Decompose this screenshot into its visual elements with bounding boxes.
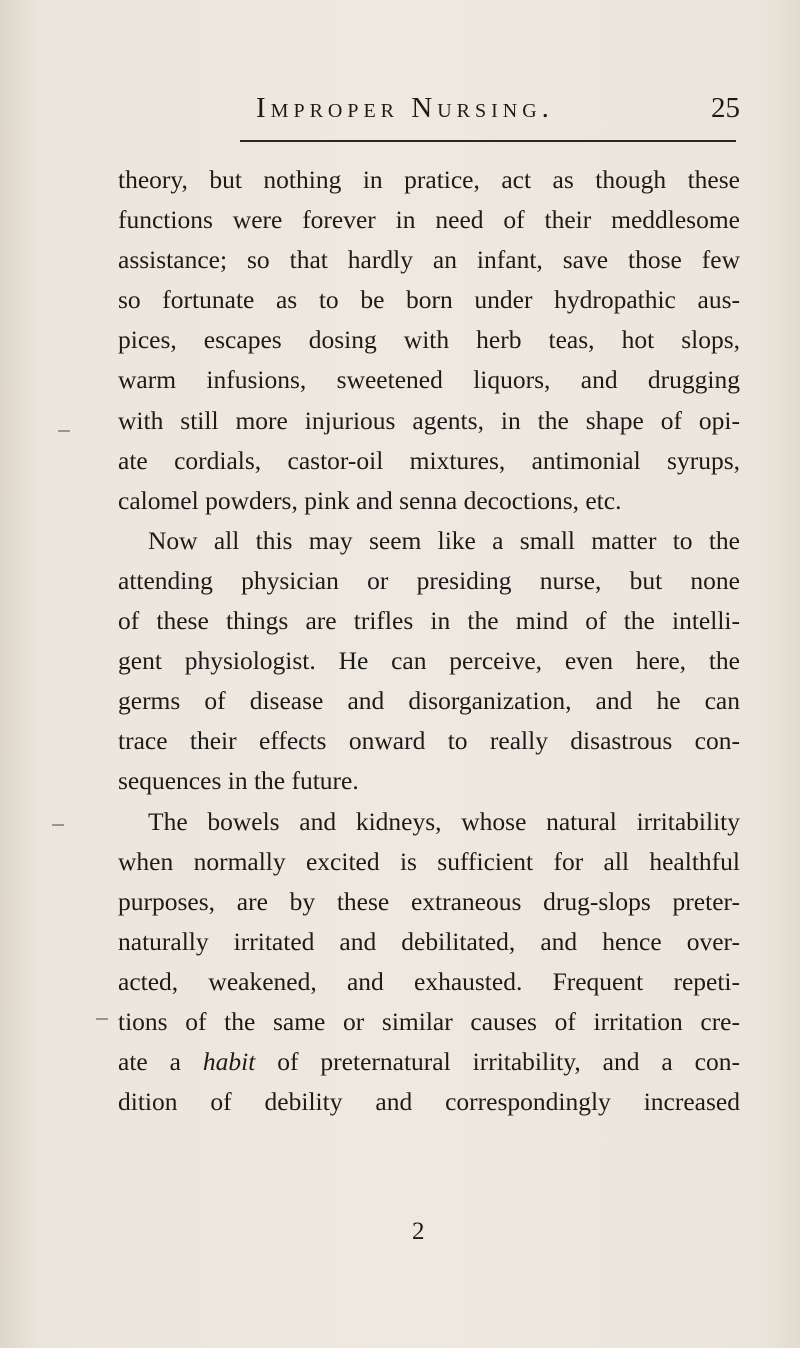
text-line: tions of the same or similar causes of irritation cre- [118, 1006, 740, 1036]
text-line: acted, weakened, and exhausted. Frequent repeti- [118, 966, 740, 996]
margin-mark [52, 824, 64, 826]
text-line: theory, but nothing in pratice, act as though these [118, 165, 740, 194]
text-line: dition of debility and correspondingly increased [118, 1087, 740, 1117]
text-line: assistance; so that hardly an infant, save those few [118, 245, 740, 275]
text-line: sequences in the future. [118, 766, 359, 796]
text-line: Now all this may seem like a small matter to the [148, 525, 740, 555]
page-number: 25 [711, 92, 740, 124]
text-line: naturally irritated and debilitated, and hence over- [118, 926, 740, 956]
text-line: functions were forever in need of their meddlesome [118, 205, 740, 235]
text-line: germs of disease and disorganization, and he can [118, 686, 740, 716]
text-fragment: ate a [118, 1047, 203, 1077]
text-line: The bowels and kidneys, whose natural irritability [148, 806, 740, 836]
running-title: Improper Nursing. [256, 92, 554, 124]
text-line: when normally excited is sufficient for all healthful [118, 846, 740, 876]
text-line: with still more injurious agents, in the shape of opi- [118, 405, 740, 435]
signature-mark: 2 [412, 1218, 425, 1245]
text-line: trace their effects onward to really disastrous con- [118, 726, 740, 756]
text-line: so fortunate as to be born under hydropathic aus- [118, 285, 740, 315]
italic-word: habit [202, 1047, 256, 1077]
text-line: purposes, are by these extraneous drug-slops preter- [118, 886, 740, 916]
running-header [180, 92, 740, 132]
body-text [118, 160, 740, 1122]
text-line: gent physiologist. He can perceive, even here, the [118, 646, 740, 676]
margin-mark [58, 430, 70, 432]
text-fragment: of preternatural irritability, and a con- [255, 1047, 740, 1077]
margin-mark [96, 1018, 108, 1020]
text-line: ate cordials, castor-oil mixtures, antimonial syrups, [118, 445, 740, 475]
text-line: pices, escapes dosing with herb teas, hot slops, [118, 325, 740, 355]
text-line: of these things are trifles in the mind of the intelli- [118, 606, 740, 636]
text-line: attending physician or presiding nurse, but none [118, 565, 740, 595]
text-line-with-italic [118, 1042, 740, 1082]
header-rule [240, 140, 736, 142]
text-line: calomel powders, pink and senna decoctions, etc. [118, 485, 622, 515]
text-line: warm infusions, sweetened liquors, and drugging [118, 365, 740, 395]
